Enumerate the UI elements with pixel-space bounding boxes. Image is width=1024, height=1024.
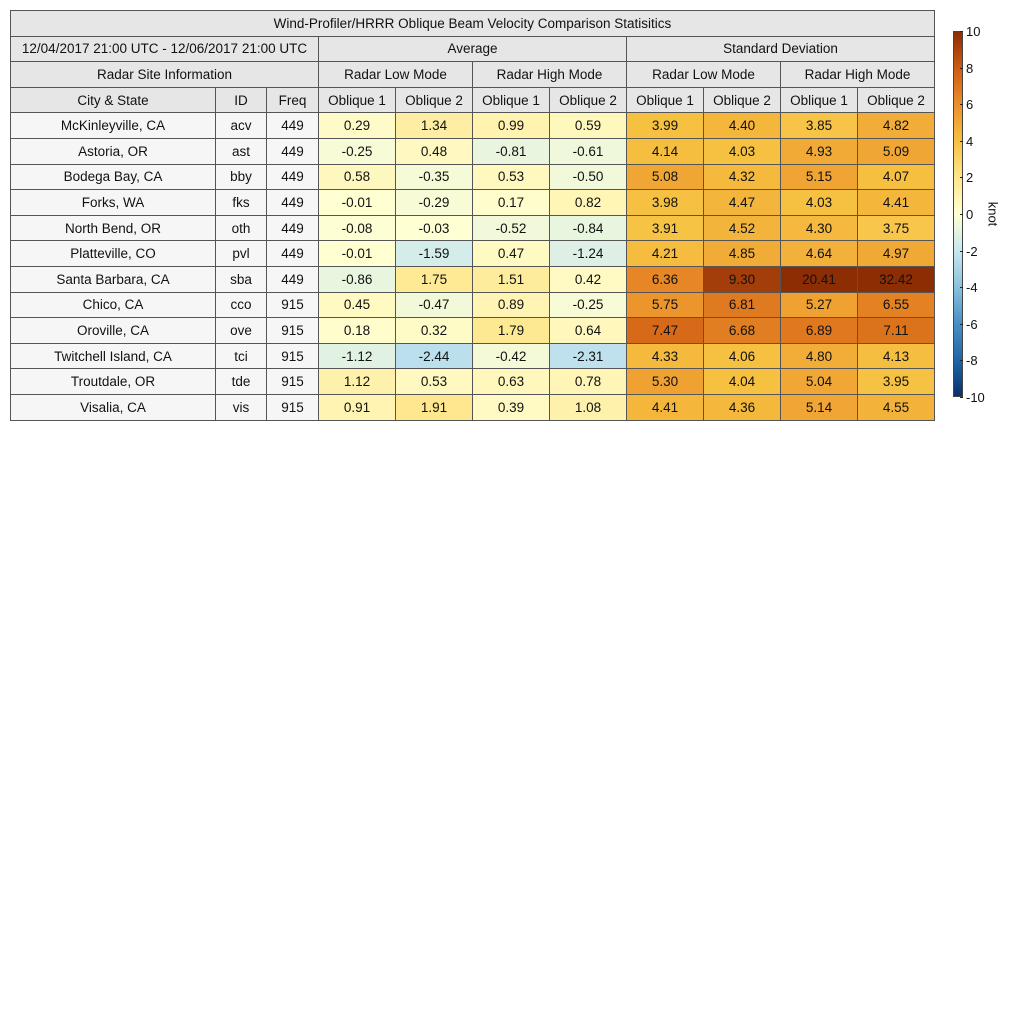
average-value-cell: -1.12	[319, 343, 396, 369]
average-value-cell: -0.52	[473, 215, 550, 241]
site-id: sba	[216, 266, 267, 292]
site-id: cco	[216, 292, 267, 318]
std-value-cell: 4.64	[781, 241, 858, 267]
colorbar-tick-mark	[960, 104, 963, 105]
site-info-header: Radar Site Information	[11, 62, 319, 88]
std-value-cell: 3.95	[858, 369, 935, 395]
average-value-cell: -0.84	[550, 215, 627, 241]
average-value-cell: -1.59	[396, 241, 473, 267]
std-value-cell: 3.75	[858, 215, 935, 241]
average-value-cell: -0.01	[319, 241, 396, 267]
std-value-cell: 4.82	[858, 113, 935, 139]
colorbar-unit-label: knot	[985, 201, 1001, 227]
std-value-cell: 9.30	[704, 266, 781, 292]
colorbar-tick-label: 6	[966, 97, 974, 113]
std-value-cell: 4.52	[704, 215, 781, 241]
average-value-cell: 1.79	[473, 318, 550, 344]
beam-header: Oblique 1	[319, 87, 396, 113]
site-freq: 915	[267, 292, 319, 318]
average-value-cell: 0.64	[550, 318, 627, 344]
std-value-cell: 4.32	[704, 164, 781, 190]
average-value-cell: -0.25	[319, 138, 396, 164]
std-value-cell: 4.13	[858, 343, 935, 369]
std-value-cell: 4.07	[858, 164, 935, 190]
std-value-cell: 6.36	[627, 266, 704, 292]
freq-column-header: Freq	[267, 87, 319, 113]
average-value-cell: 1.12	[319, 369, 396, 395]
site-freq: 449	[267, 215, 319, 241]
average-value-cell: 0.82	[550, 190, 627, 216]
std-value-cell: 4.03	[704, 138, 781, 164]
colorbar-tick-mark	[960, 214, 963, 215]
table-row	[11, 113, 935, 139]
average-value-cell: -2.31	[550, 343, 627, 369]
average-value-cell: -0.25	[550, 292, 627, 318]
std-value-cell: 5.15	[781, 164, 858, 190]
std-low-mode-header: Radar Low Mode	[627, 62, 781, 88]
std-value-cell: 4.14	[627, 138, 704, 164]
site-freq: 449	[267, 113, 319, 139]
std-value-cell: 6.68	[704, 318, 781, 344]
average-value-cell: 1.34	[396, 113, 473, 139]
table-row	[11, 138, 935, 164]
average-value-cell: -1.24	[550, 241, 627, 267]
std-value-cell: 4.93	[781, 138, 858, 164]
std-value-cell: 3.91	[627, 215, 704, 241]
colorbar-tick-mark	[960, 141, 963, 142]
site-freq: 915	[267, 369, 319, 395]
site-freq: 915	[267, 343, 319, 369]
id-column-header: ID	[216, 87, 267, 113]
colorbar-tick-mark	[960, 251, 963, 252]
average-value-cell: 0.32	[396, 318, 473, 344]
std-value-cell: 7.11	[858, 318, 935, 344]
std-value-cell: 32.42	[858, 266, 935, 292]
std-value-cell: 5.08	[627, 164, 704, 190]
site-id: tci	[216, 343, 267, 369]
average-value-cell: 0.89	[473, 292, 550, 318]
title-row	[11, 11, 935, 37]
average-value-cell: 0.59	[550, 113, 627, 139]
std-value-cell: 3.98	[627, 190, 704, 216]
std-header: Standard Deviation	[627, 36, 935, 62]
std-value-cell: 4.55	[858, 394, 935, 420]
std-value-cell: 7.47	[627, 318, 704, 344]
average-value-cell: -0.86	[319, 266, 396, 292]
average-value-cell: -0.35	[396, 164, 473, 190]
average-value-cell: 0.53	[473, 164, 550, 190]
average-value-cell: -0.47	[396, 292, 473, 318]
site-freq: 449	[267, 138, 319, 164]
std-value-cell: 5.14	[781, 394, 858, 420]
average-value-cell: -0.29	[396, 190, 473, 216]
average-value-cell: 0.42	[550, 266, 627, 292]
city-column-header: City & State	[11, 87, 216, 113]
colorbar-tick-mark	[960, 397, 963, 398]
std-value-cell: 4.41	[627, 394, 704, 420]
std-value-cell: 4.21	[627, 241, 704, 267]
site-city: Bodega Bay, CA	[11, 164, 216, 190]
site-city: North Bend, OR	[11, 215, 216, 241]
beam-header: Oblique 1	[781, 87, 858, 113]
std-value-cell: 5.04	[781, 369, 858, 395]
average-value-cell: 0.63	[473, 369, 550, 395]
colorbar-tick-label: 10	[966, 24, 981, 39]
std-value-cell: 4.85	[704, 241, 781, 267]
std-value-cell: 5.75	[627, 292, 704, 318]
average-value-cell: 0.58	[319, 164, 396, 190]
std-value-cell: 4.04	[704, 369, 781, 395]
std-value-cell: 6.55	[858, 292, 935, 318]
colorbar-tick-mark	[960, 287, 963, 288]
table-row	[11, 343, 935, 369]
average-value-cell: -0.61	[550, 138, 627, 164]
average-header: Average	[319, 36, 627, 62]
average-value-cell: 0.47	[473, 241, 550, 267]
std-value-cell: 4.30	[781, 215, 858, 241]
std-value-cell: 3.85	[781, 113, 858, 139]
std-value-cell: 5.09	[858, 138, 935, 164]
site-city: Twitchell Island, CA	[11, 343, 216, 369]
colorbar-tick-mark	[960, 31, 963, 32]
site-id: vis	[216, 394, 267, 420]
table-row	[11, 215, 935, 241]
std-value-cell: 3.99	[627, 113, 704, 139]
site-city: Troutdale, OR	[11, 369, 216, 395]
table-row	[11, 318, 935, 344]
table-row	[11, 292, 935, 318]
colorbar-tick-label: -4	[966, 280, 978, 296]
site-city: Oroville, CA	[11, 318, 216, 344]
group-header-row	[11, 36, 935, 62]
avg-low-mode-header: Radar Low Mode	[319, 62, 473, 88]
colorbar-tick-mark	[960, 360, 963, 361]
average-value-cell: 0.18	[319, 318, 396, 344]
std-value-cell: 4.33	[627, 343, 704, 369]
mode-header-row	[11, 62, 935, 88]
site-city: Santa Barbara, CA	[11, 266, 216, 292]
colorbar-tick-label: -8	[966, 353, 978, 369]
average-value-cell: -0.50	[550, 164, 627, 190]
table-row	[11, 190, 935, 216]
average-value-cell: 0.99	[473, 113, 550, 139]
site-freq: 915	[267, 394, 319, 420]
site-id: ove	[216, 318, 267, 344]
site-city: Astoria, OR	[11, 138, 216, 164]
colorbar-tick-label: 4	[966, 133, 974, 149]
std-value-cell: 4.80	[781, 343, 858, 369]
site-city: Visalia, CA	[11, 394, 216, 420]
colorbar-tick-label: 8	[966, 60, 974, 76]
table-row	[11, 241, 935, 267]
colorbar-tick-mark	[960, 68, 963, 69]
std-value-cell: 4.40	[704, 113, 781, 139]
table-row	[11, 369, 935, 395]
std-value-cell: 4.03	[781, 190, 858, 216]
beam-header: Oblique 2	[550, 87, 627, 113]
colorbar-tick-label: 0	[966, 207, 974, 222]
date-range: 12/04/2017 21:00 UTC - 12/06/2017 21:00 UTC	[11, 36, 319, 62]
average-value-cell: -0.03	[396, 215, 473, 241]
site-freq: 449	[267, 190, 319, 216]
std-high-mode-header: Radar High Mode	[781, 62, 935, 88]
table-row	[11, 164, 935, 190]
site-freq: 449	[267, 164, 319, 190]
std-value-cell: 4.41	[858, 190, 935, 216]
std-value-cell: 5.27	[781, 292, 858, 318]
colorbar-tick-label: 2	[966, 170, 974, 186]
average-value-cell: -0.42	[473, 343, 550, 369]
site-city: Platteville, CO	[11, 241, 216, 267]
colorbar-tick-label: -10	[966, 390, 985, 405]
std-value-cell: 5.30	[627, 369, 704, 395]
average-value-cell: 0.45	[319, 292, 396, 318]
site-city: Forks, WA	[11, 190, 216, 216]
average-value-cell: 1.08	[550, 394, 627, 420]
stats-table	[10, 10, 935, 421]
table-row	[11, 394, 935, 420]
site-freq: 449	[267, 241, 319, 267]
column-header-row	[11, 87, 935, 113]
site-id: tde	[216, 369, 267, 395]
colorbar-tick-label: -2	[966, 243, 978, 259]
colorbar-tick-mark	[960, 177, 963, 178]
table-row	[11, 266, 935, 292]
site-city: Chico, CA	[11, 292, 216, 318]
beam-header: Oblique 1	[473, 87, 550, 113]
average-value-cell: 1.51	[473, 266, 550, 292]
colorbar-tick-mark	[960, 324, 963, 325]
beam-header: Oblique 2	[858, 87, 935, 113]
average-value-cell: 0.17	[473, 190, 550, 216]
std-value-cell: 4.47	[704, 190, 781, 216]
std-value-cell: 4.36	[704, 394, 781, 420]
std-value-cell: 20.41	[781, 266, 858, 292]
average-value-cell: 0.78	[550, 369, 627, 395]
site-id: fks	[216, 190, 267, 216]
site-freq: 915	[267, 318, 319, 344]
average-value-cell: 0.39	[473, 394, 550, 420]
table-title: Wind-Profiler/HRRR Oblique Beam Velocity Comparison Statisitics	[11, 11, 935, 37]
average-value-cell: 0.53	[396, 369, 473, 395]
site-id: pvl	[216, 241, 267, 267]
average-value-cell: 1.91	[396, 394, 473, 420]
site-freq: 449	[267, 266, 319, 292]
colorbar-tick-label: -6	[966, 316, 978, 332]
std-value-cell: 4.97	[858, 241, 935, 267]
beam-header: Oblique 2	[396, 87, 473, 113]
beam-header: Oblique 1	[627, 87, 704, 113]
site-id: oth	[216, 215, 267, 241]
average-value-cell: 1.75	[396, 266, 473, 292]
average-value-cell: -0.81	[473, 138, 550, 164]
std-value-cell: 6.81	[704, 292, 781, 318]
avg-high-mode-header: Radar High Mode	[473, 62, 627, 88]
average-value-cell: 0.29	[319, 113, 396, 139]
average-value-cell: 0.91	[319, 394, 396, 420]
average-value-cell: -2.44	[396, 343, 473, 369]
std-value-cell: 6.89	[781, 318, 858, 344]
site-city: McKinleyville, CA	[11, 113, 216, 139]
site-id: bby	[216, 164, 267, 190]
std-value-cell: 4.06	[704, 343, 781, 369]
average-value-cell: 0.48	[396, 138, 473, 164]
site-id: ast	[216, 138, 267, 164]
average-value-cell: -0.01	[319, 190, 396, 216]
beam-header: Oblique 2	[704, 87, 781, 113]
site-id: acv	[216, 113, 267, 139]
average-value-cell: -0.08	[319, 215, 396, 241]
